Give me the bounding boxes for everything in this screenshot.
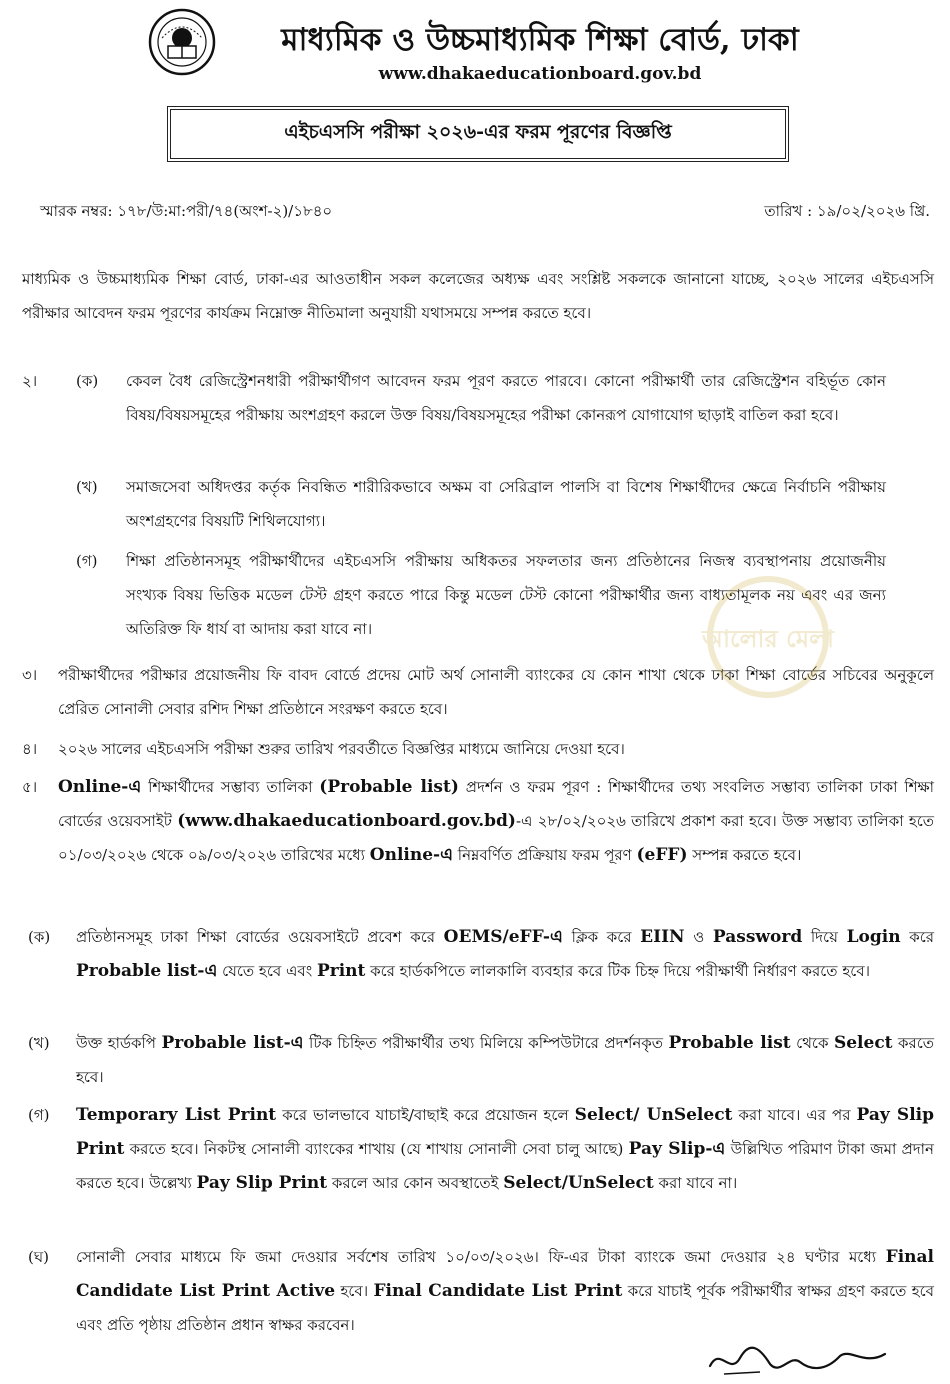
item-5-ga-part-8: উল্লিখিত পরিমাণ টাকা জমা প্রদান করতে হবে। উল্লেখ্য bbox=[76, 1140, 934, 1192]
item-5-kha-probable-2: Probable list bbox=[668, 1033, 791, 1053]
item-5-ga-select-2: Select/UnSelect bbox=[503, 1173, 654, 1193]
item-5-ka-text bbox=[76, 920, 934, 988]
item-5 bbox=[22, 770, 934, 872]
item-5-ga-payslip-1: Pay Slip Print bbox=[76, 1105, 935, 1159]
notice-title: এইচএসসি পরীক্ষা ২০২৬-এর ফরম পূরণের বিজ্ঞপ্তি bbox=[284, 121, 672, 143]
item-5-ka-mark: (ক) bbox=[28, 928, 51, 946]
item-5-ka bbox=[28, 920, 934, 988]
item-5-ga-part-2: করে ভালভাবে যাচাই/বাছাই করে প্রয়োজন হলে bbox=[276, 1106, 575, 1124]
item-5-kha-part-1: উক্ত হার্ডকপি bbox=[76, 1034, 162, 1052]
item-5-ga-temp-list: Temporary List Print bbox=[76, 1105, 277, 1125]
item-5-kha bbox=[28, 1026, 934, 1094]
item-5-number: ৫। bbox=[22, 778, 38, 796]
item-2-ga-text: শিক্ষা প্রতিষ্ঠানসমূহ পরীক্ষার্থীদের এইচএসসি পরীক্ষায় অধিকতর সফলতার জন্য প্রতিষ্ঠানের নিজস্ব ব্যবস্থাপনায় প্রয়োজনীয় সংখ্যক বিষয় ভিত্তিক মডেল টেস্ট গ্রহণ করতে পারে কিন্তু মডেল টেস্ট কোনো পরীক্ষার্থীর জন্য বাধ্যতামূলক নয় এবং এর জন্য অতিরিক্ত ফি ধার্য বা আদায় করা যাবে না। bbox=[126, 552, 886, 638]
item-5-ka-login: Login bbox=[846, 927, 901, 947]
memo-date: তারিখ : ১৯/০২/২০২৬ খ্রি. bbox=[764, 202, 930, 220]
memo-row bbox=[40, 200, 930, 226]
item-5-ka-part-13: করে হার্ডকপিতে লালকালি ব্যবহার করে টিক চিহ্ন দিয়ে পরীক্ষার্থী নির্ধারণ করতে হবে। bbox=[365, 962, 870, 980]
item-2-ka-text: কেবল বৈধ রেজিস্ট্রেশনধারী পরীক্ষার্থীগণ আবেদন ফরম পূরণ করতে পারবে। কোনো পরীক্ষার্থী তার রেজিস্ট্রেশন বহির্ভূত কোন বিষয়/বিষয়সমূহের পরীক্ষায় অংশগ্রহণ করলে উক্ত বিষয়/বিষয়সমূহের পরীক্ষা কোনরূপ যোগাযোগ ছাড়াই বাতিল করা হবে। bbox=[126, 372, 886, 424]
item-5-ka-part-11: যেতে হবে এবং bbox=[217, 962, 317, 980]
item-3-number: ৩। bbox=[22, 666, 38, 684]
item-5-ga-select-1: Select/ UnSelect bbox=[574, 1105, 733, 1125]
signature-icon bbox=[700, 1336, 900, 1384]
item-5-ka-part-1: প্রতিষ্ঠানসমূহ ঢাকা শিক্ষা বোর্ডের ওয়েবসাইটে প্রবেশ করে bbox=[76, 928, 444, 946]
item-5-gha-part-1: সোনালী সেবার মাধ্যমে ফি জমা দেওয়ার সর্বশেষ তারিখ ১০/০৩/২০২৬। ফি-এর টাকা ব্যাংকে জমা দেওয়ার ২৪ ঘণ্টার মধ্যে bbox=[76, 1248, 886, 1266]
item-5-part-8: নিম্নবর্ণিত প্রক্রিয়ায় ফরম পূরণ bbox=[453, 846, 637, 864]
board-website: www.dhakaeducationboard.gov.bd bbox=[378, 64, 702, 84]
item-2-ka-mark: (ক) bbox=[76, 372, 99, 390]
item-5-gha-part-3: হবে। bbox=[335, 1282, 374, 1300]
item-5-eff: (eFF) bbox=[636, 845, 688, 865]
item-5-probable-list: (Probable list) bbox=[319, 777, 459, 797]
item-5-part-6: -এ ২৮/০২/২০২৬ তারিখে প্রকাশ করা হবে। উক্ত সম্ভাব্য তালিকা হতে ০১/০৩/২০২৬ থেকে ০৯/০৩/২০২৬ তারিখের মধ্যে bbox=[58, 812, 935, 864]
item-4 bbox=[22, 732, 934, 766]
item-5-ga-part-6: করতে হবে। নিকটস্থ সোনালী ব্যাংকের শাখায় (যে শাখায় সোনালী সেবা চালু আছে) bbox=[124, 1140, 629, 1158]
item-5-ga-part-10: করলে আর কোন অবস্থাতেই bbox=[327, 1174, 504, 1192]
item-5-ka-probable: Probable list-এ bbox=[76, 961, 218, 981]
board-logo-icon bbox=[148, 8, 216, 76]
item-5-ka-part-5: ও bbox=[684, 928, 713, 946]
item-5-ka-print: Print bbox=[316, 961, 366, 981]
item-2-ka bbox=[76, 364, 886, 432]
item-5-gha-final-active: Final Candidate List Print Active bbox=[76, 1247, 934, 1301]
item-5-ga-payslip-3: Pay Slip Print bbox=[196, 1173, 328, 1193]
watermark-text: আলোর মেলা bbox=[702, 625, 834, 653]
item-5-ga bbox=[28, 1098, 934, 1200]
item-5-ga-text bbox=[76, 1098, 934, 1200]
memo-number: স্মারক নম্বর: ১৭৮/উ:মা:পরী/৭৪(অংশ-২)/১৮৪০ bbox=[40, 202, 333, 220]
item-2-kha-text: সমাজসেবা অধিদপ্তর কর্তৃক নিবন্ধিত শারীরিকভাবে অক্ষম বা সেরিব্রাল পালসি বা বিশেষ শিক্ষার্থীদের ক্ষেত্রে নির্বাচনি পরীক্ষায় অংশগ্রহণের বিষয়টি শিথিলযোগ্য। bbox=[126, 478, 886, 530]
item-5-ka-password: Password bbox=[712, 927, 803, 947]
item-4-text: ২০২৬ সালের এইচএসসি পরীক্ষা শুরুর তারিখ পরবর্তীতে বিজ্ঞপ্তির মাধ্যমে জানিয়ে দেওয়া হবে। bbox=[58, 740, 625, 758]
notice-title-box bbox=[167, 106, 789, 162]
item-5-ga-part-4: করা যাবে। এর পর bbox=[732, 1106, 857, 1124]
item-5-gha-mark: (ঘ) bbox=[28, 1248, 49, 1266]
item-5-online-1: Online-এ bbox=[58, 777, 142, 797]
item-5-ka-part-9: করে bbox=[900, 928, 934, 946]
item-2-kha bbox=[76, 470, 886, 538]
item-5-part-2: শিক্ষার্থীদের সম্ভাব্য তালিকা bbox=[141, 778, 320, 796]
item-5-kha-text bbox=[76, 1026, 934, 1094]
item-5-gha-text bbox=[76, 1240, 934, 1342]
item-5-part-4: প্রদর্শন ও ফরম পূরণ : শিক্ষার্থীদের তথ্য সংবলিত সম্ভাব্য তালিকা ঢাকা শিক্ষা বোর্ডের ওয়েবসাইট bbox=[58, 778, 934, 830]
item-5-gha-final-print: Final Candidate List Print bbox=[373, 1281, 623, 1301]
item-5-gha-part-5: করে যাচাই পূর্বক পরীক্ষার্থীর স্বাক্ষর গ্রহণ করতে হবে এবং প্রতি পৃষ্ঠায় প্রতিষ্ঠান প্রধান স্বাক্ষর করবেন। bbox=[76, 1282, 935, 1334]
item-3-text: পরীক্ষার্থীদের পরীক্ষার প্রয়োজনীয় ফি বাবদ বোর্ডে প্রদেয় মোট অর্থ সোনালী ব্যাংকের যে কোন শাখা থেকে ঢাকা শিক্ষা বোর্ডের সচিবের অনুকূলে প্রেরিত সোনালী সেবার রশিদ শিক্ষা প্রতিষ্ঠানে সংরক্ষণ করতে হবে। bbox=[58, 666, 934, 718]
item-2-number: ২। bbox=[22, 372, 38, 390]
item-5-website: (www.dhakaeducationboard.gov.bd) bbox=[177, 811, 516, 831]
item-5-ka-part-3: ক্লিক করে bbox=[562, 928, 641, 946]
item-5-kha-part-5: থেকে bbox=[790, 1034, 834, 1052]
watermark-logo bbox=[688, 575, 848, 700]
board-name: মাধ্যমিক ও উচ্চমাধ্যমিক শিক্ষা বোর্ড, ঢাকা bbox=[281, 22, 799, 58]
item-5-ga-part-12: করা যাবে না। bbox=[653, 1174, 738, 1192]
item-5-kha-part-7: করতে হবে। bbox=[76, 1034, 935, 1086]
intro-paragraph: মাধ্যমিক ও উচ্চমাধ্যমিক শিক্ষা বোর্ড, ঢাকা-এর আওতাধীন সকল কলেজের অধ্যক্ষ এবং সংশ্লিষ্ট সকলকে জানানো যাচ্ছে, ২০২৬ সালের এইচএসসি পরীক্ষার আবেদন ফরম পূরণের কার্যক্রম নিম্নোক্ত নীতিমালা অনুযায়ী যথাসময়ে সম্পন্ন করতে হবে। bbox=[22, 270, 934, 322]
item-5-kha-probable-1: Probable list-এ bbox=[161, 1033, 304, 1053]
item-5-ga-payslip-2: Pay Slip-এ bbox=[628, 1139, 726, 1159]
item-4-number: ৪। bbox=[22, 740, 38, 758]
item-5-ka-part-7: দিয়ে bbox=[802, 928, 847, 946]
item-5-part-10: সম্পন্ন করতে হবে। bbox=[687, 846, 802, 864]
item-2-kha-mark: (খ) bbox=[76, 478, 98, 496]
item-5-kha-select: Select bbox=[833, 1033, 893, 1053]
item-5-kha-part-3: টিক চিহ্নিত পরীক্ষার্থীর তথ্য মিলিয়ে কম্পিউটারে প্রদর্শনকৃত bbox=[303, 1034, 669, 1052]
item-2-ga-mark: (গ) bbox=[76, 552, 98, 570]
item-5-ka-eiin: EIIN bbox=[640, 927, 685, 947]
item-5-online-2: Online-এ bbox=[369, 845, 454, 865]
item-5-kha-mark: (খ) bbox=[28, 1034, 50, 1052]
item-5-ga-mark: (গ) bbox=[28, 1106, 50, 1124]
item-5-text bbox=[58, 770, 934, 872]
item-5-ka-oems: OEMS/eFF-এ bbox=[443, 927, 563, 947]
item-5-gha bbox=[28, 1240, 934, 1342]
